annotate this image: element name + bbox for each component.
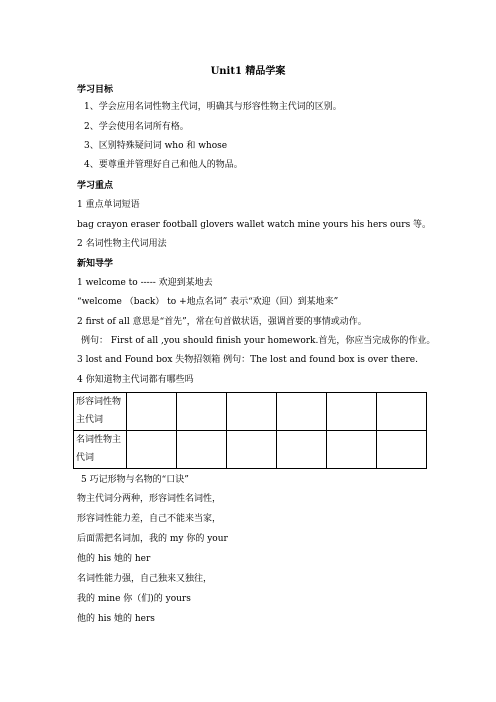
- table-cell: [227, 393, 277, 431]
- table-cell: [377, 431, 427, 469]
- new-item-4: 4 你知道物主代词都有哪些吗: [77, 375, 194, 385]
- table-row-label: 名词性物主代词: [74, 431, 127, 469]
- new-item-3: 3 lost and Found box 失物招领箱 例句：The lost and found box is over there.: [77, 355, 418, 365]
- key-words: bag crayon eraser football glovers wallet watch mine yours his hers ours 等。: [77, 220, 432, 230]
- page-title: Unit1 精品学案: [210, 66, 286, 77]
- rhyme-line: 他的 his 她的 hers: [77, 614, 155, 624]
- table-cell: [227, 431, 277, 469]
- rhyme-line: 形容词性能力差，自己不能来当家，: [77, 514, 222, 524]
- pronoun-table: [73, 392, 427, 469]
- rhyme-line: 我的 mine 你（们)的 yours: [77, 594, 191, 604]
- table-cell: [377, 393, 427, 431]
- table-cell: [127, 393, 177, 431]
- table-cell: [177, 431, 227, 469]
- new-item-2-example: 例句： First of all ,you should finish your homework.首先，你应当完成你的作业。: [81, 336, 436, 346]
- rhyme-line: 物主代词分两种，形容词性名词性，: [77, 494, 222, 504]
- table-cell: [327, 431, 377, 469]
- new-heading: 新知导学: [77, 259, 114, 269]
- key-heading: 学习重点: [77, 181, 114, 191]
- new-item-2: 2 first of all 意思是“首先”，常在句首做状语，强调首要的事情或动作。: [77, 317, 367, 327]
- table-row-label: 形容词性物主代词: [74, 393, 127, 431]
- table-cell: [177, 393, 227, 431]
- rhyme-line: 名词性能力强，自己独来又独往，: [77, 574, 213, 584]
- goal-item: 1、学会应用名词性物主代词，明确其与形容性物主代词的区别。: [84, 102, 342, 112]
- new-item-1a: 1 welcome to ----- 欢迎到某地去: [77, 278, 213, 288]
- table-cell: [327, 393, 377, 431]
- key-item-2: 2 名词性物主代词用法: [77, 239, 167, 249]
- goal-item: 3、区别特殊疑问词 who 和 whose: [84, 141, 228, 151]
- table-cell: [277, 393, 327, 431]
- rhyme-line: 他的 his 她的 her: [77, 554, 151, 564]
- new-item-5: 5 巧记形物与名物的“口诀”: [81, 475, 189, 485]
- new-item-1b: “welcome （back） to +地点名词” 表示“欢迎（回）到某地来”: [77, 297, 339, 307]
- table-cell: [127, 431, 177, 469]
- key-item-1: 1 重点单词短语: [77, 200, 140, 210]
- table-row: [74, 393, 427, 431]
- goals-heading: 学习目标: [77, 85, 114, 95]
- table-cell: [277, 431, 327, 469]
- rhyme-line: 后面需把名词加，我的 my 你的 your: [77, 534, 228, 544]
- goal-item: 2、学会使用名词所有格。: [84, 122, 189, 132]
- table-row: [74, 431, 427, 469]
- goal-item: 4、要尊重并管理好自己和他人的物品。: [84, 160, 243, 170]
